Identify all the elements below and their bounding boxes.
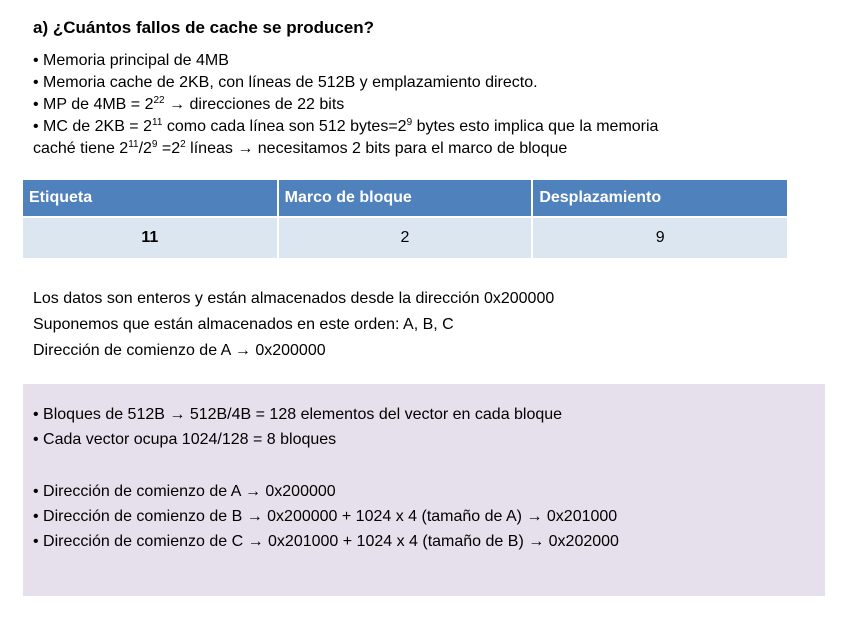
text-line: Los datos son enteros y están almacenados desde la dirección 0x200000 [33,290,555,307]
calculation-box [23,384,825,596]
list-item: • Dirección de comienzo de A → 0x200000 [33,483,336,500]
bullet-main-memory: • Memoria principal de 4MB [33,52,229,69]
address-format-table [23,180,787,258]
text-line: Suponemos que están almacenados en este orden: A, B, C [33,316,454,333]
table-row [23,217,787,258]
cell-desplazamiento-bits: 9 [532,217,787,258]
block-info-group [33,402,562,452]
start-address-group [33,479,619,554]
bullet-mc-lines-cont: caché tiene $2^{11}/2^9 =2^2$ líneas → necesitamos 2 bits para el marco de bloque [33,139,568,157]
list-item: • Dirección de comienzo de C → 0x201000 + 1024 x 4 (tamaño de B) → 0x202000 [33,533,619,550]
list-item: • Dirección de comienzo de B → 0x200000 + 1024 x 4 (tamaño de A) → 0x201000 [33,508,618,525]
data-description [33,286,554,364]
bullet-mp-address: • MP de $4MB = 2^{22}$ → direcciones de 22 bits [33,95,345,113]
text-line: Dirección de comienzo de A → 0x200000 [33,342,326,359]
header-desplazamiento: Desplazamiento [532,180,787,217]
list-item: • Bloques de 512B → 512B/4B = 128 elementos del vector en cada bloque [33,406,563,423]
header-etiqueta: Etiqueta [23,180,278,217]
header-marco-de-bloque: Marco de bloque [278,180,533,217]
bullet-list [33,50,658,160]
cell-etiqueta-bits: 11 [23,217,278,258]
slide-title: a) ¿Cuántos fallos de cache se producen? [33,18,375,37]
list-item: • Cada vector ocupa 1024/128 = 8 bloques [33,431,337,448]
cell-marco-bits: 2 [278,217,533,258]
bullet-cache-memory: • Memoria cache de 2KB, con líneas de 512B y emplazamiento directo. [33,74,538,91]
table-header-row [23,180,787,217]
bullet-mc-lines: • MC de $2KB = 2^{11}$ como cada línea son 512 $bytes=2^9$ bytes esto implica que la memoria [33,117,659,135]
